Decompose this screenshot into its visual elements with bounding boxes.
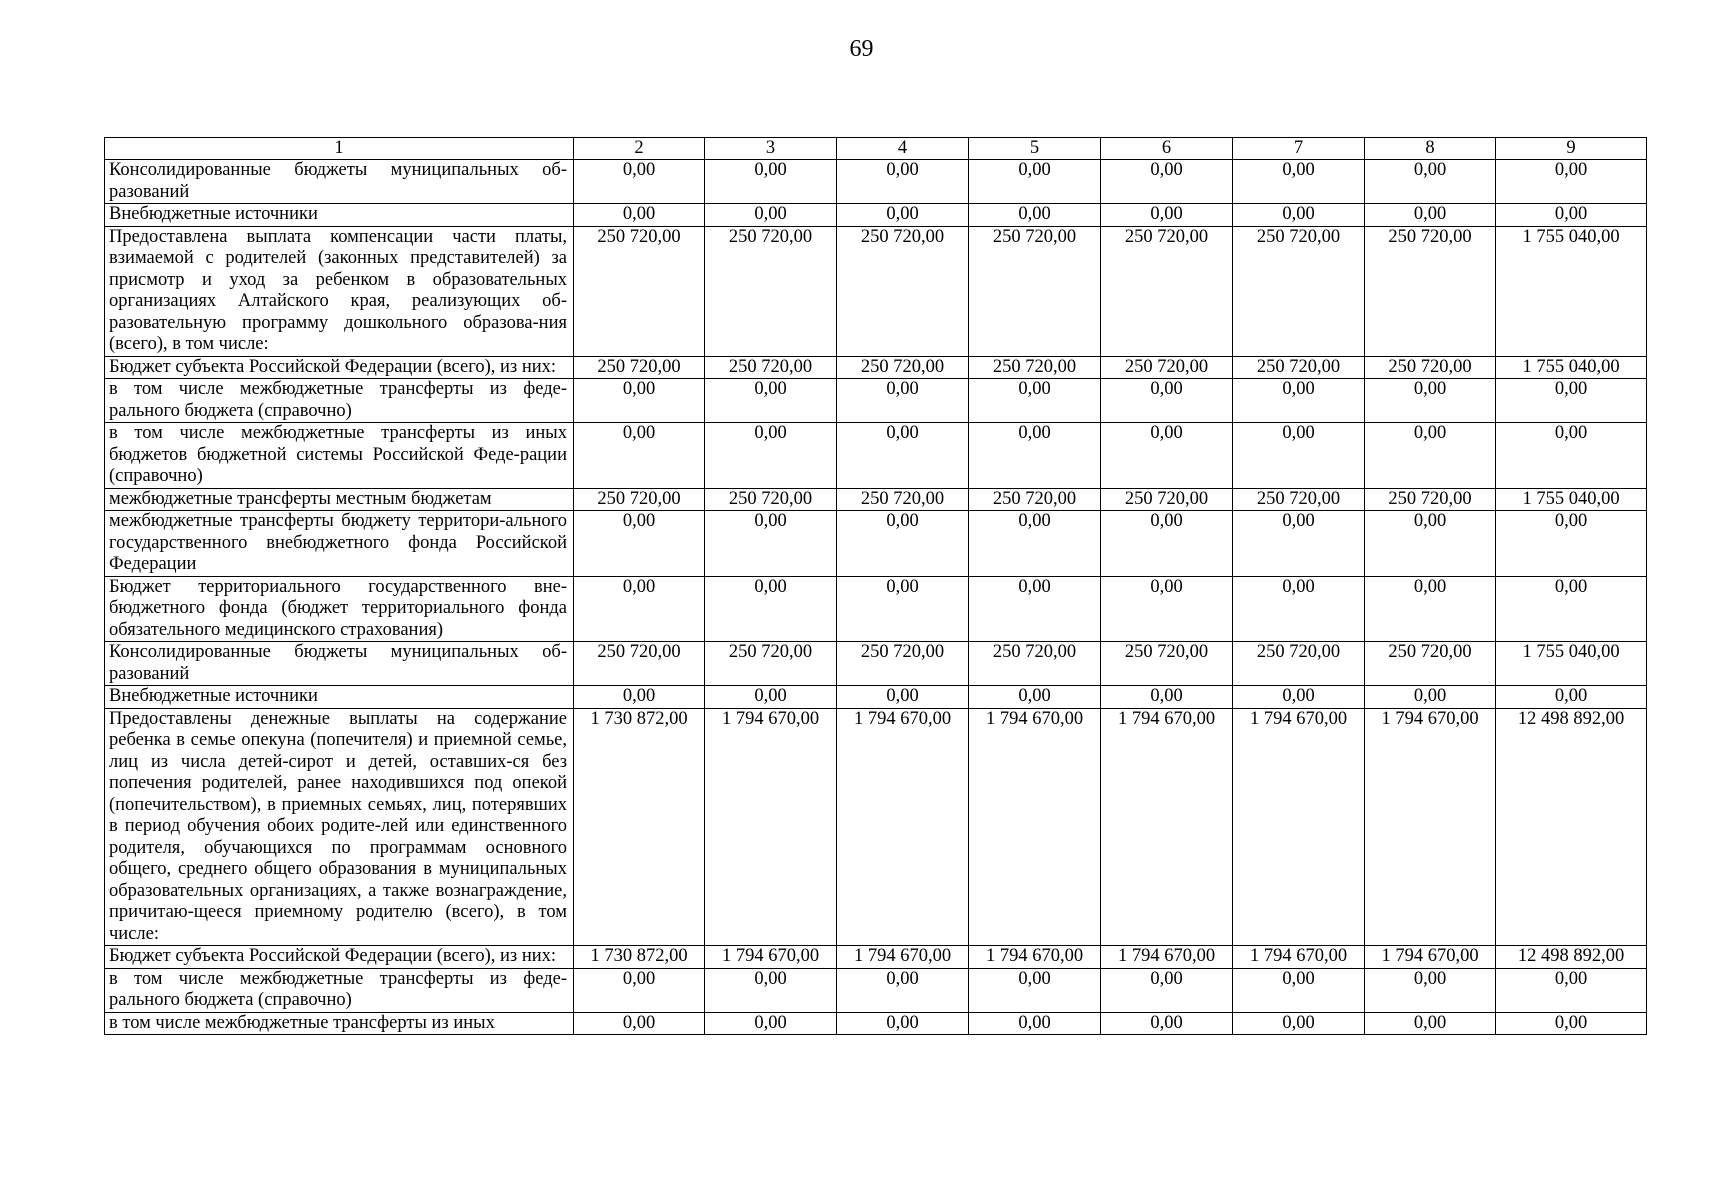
row-label-cell: в том числе межбюджетные трансферты из феде-рального бюджета (справочно) (105, 379, 574, 423)
value-cell: 250 720,00 (705, 356, 837, 379)
value-cell: 0,00 (705, 686, 837, 709)
value-cell: 12 498 892,00 (1496, 946, 1647, 969)
value-cell: 0,00 (1101, 1012, 1233, 1035)
value-cell: 250 720,00 (969, 642, 1101, 686)
value-cell: 1 755 040,00 (1496, 226, 1647, 356)
table-row (105, 204, 1647, 227)
value-cell: 1 730 872,00 (574, 946, 705, 969)
value-cell: 0,00 (837, 379, 969, 423)
value-cell: 0,00 (1233, 423, 1365, 489)
value-cell: 250 720,00 (1365, 488, 1496, 511)
row-label-cell: межбюджетные трансферты бюджету территори-ального государственного внебюджетного фонда Российской Федерации (105, 511, 574, 577)
table-row (105, 511, 1647, 577)
value-cell: 1 794 670,00 (1101, 708, 1233, 946)
column-number-header-row (105, 138, 1647, 160)
table-row (105, 686, 1647, 709)
value-cell: 1 730 872,00 (574, 708, 705, 946)
value-cell: 0,00 (1233, 968, 1365, 1012)
value-cell: 0,00 (1233, 576, 1365, 642)
value-cell: 0,00 (837, 423, 969, 489)
value-cell: 0,00 (1496, 379, 1647, 423)
value-cell: 0,00 (574, 423, 705, 489)
value-cell: 0,00 (574, 511, 705, 577)
value-cell: 0,00 (705, 511, 837, 577)
value-cell: 0,00 (1101, 423, 1233, 489)
value-cell: 0,00 (1233, 379, 1365, 423)
column-number-cell: 5 (969, 138, 1101, 160)
value-cell: 250 720,00 (837, 226, 969, 356)
value-cell: 0,00 (969, 379, 1101, 423)
value-cell: 0,00 (1365, 968, 1496, 1012)
column-number-cell: 3 (705, 138, 837, 160)
value-cell: 250 720,00 (574, 226, 705, 356)
value-cell: 0,00 (574, 686, 705, 709)
value-cell: 250 720,00 (1101, 488, 1233, 511)
value-cell: 0,00 (705, 968, 837, 1012)
table-row (105, 946, 1647, 969)
table-row (105, 1012, 1647, 1035)
value-cell: 1 794 670,00 (705, 708, 837, 946)
value-cell: 0,00 (574, 1012, 705, 1035)
value-cell: 1 794 670,00 (1101, 946, 1233, 969)
value-cell: 250 720,00 (1233, 356, 1365, 379)
value-cell: 0,00 (1496, 423, 1647, 489)
column-number-cell: 4 (837, 138, 969, 160)
value-cell: 0,00 (969, 160, 1101, 204)
value-cell: 0,00 (1101, 686, 1233, 709)
value-cell: 0,00 (1101, 576, 1233, 642)
value-cell: 1 794 670,00 (1365, 946, 1496, 969)
value-cell: 0,00 (574, 379, 705, 423)
value-cell: 0,00 (1365, 204, 1496, 227)
value-cell: 0,00 (1496, 511, 1647, 577)
value-cell: 0,00 (1101, 511, 1233, 577)
column-number-cell: 8 (1365, 138, 1496, 160)
column-number-cell: 9 (1496, 138, 1647, 160)
row-label-cell: в том числе межбюджетные трансферты из иных бюджетов бюджетной системы Российской Феде-рации (справочно) (105, 423, 574, 489)
value-cell: 0,00 (1233, 160, 1365, 204)
value-cell: 0,00 (1496, 968, 1647, 1012)
row-label-cell: Предоставлены денежные выплаты на содержание ребенка в семье опекуна (попечителя) и приемной семье, лиц из числа детей-сирот и детей, оставших-ся без попечения родителей, ранее находившихся под опекой (попечительством), в приемных семьях, лиц, потерявших в период обучения обоих родите-лей или единственного родителя, обучающихся по программам основного общего, среднего общего образования в муниципальных образовательных организациях, а также вознаграждение, причитаю-щееся приемному родителю (всего), в том числе: (105, 708, 574, 946)
row-label-cell: Внебюджетные источники (105, 204, 574, 227)
value-cell: 250 720,00 (705, 488, 837, 511)
row-label-cell: в том числе межбюджетные трансферты из иных (105, 1012, 574, 1035)
value-cell: 250 720,00 (1101, 642, 1233, 686)
value-cell: 1 794 670,00 (1233, 708, 1365, 946)
value-cell: 250 720,00 (1233, 642, 1365, 686)
value-cell: 0,00 (837, 686, 969, 709)
value-cell: 250 720,00 (705, 226, 837, 356)
value-cell: 0,00 (1496, 686, 1647, 709)
value-cell: 250 720,00 (837, 642, 969, 686)
value-cell: 1 755 040,00 (1496, 642, 1647, 686)
value-cell: 250 720,00 (1101, 226, 1233, 356)
value-cell: 0,00 (1365, 686, 1496, 709)
value-cell: 0,00 (705, 576, 837, 642)
value-cell: 0,00 (837, 1012, 969, 1035)
value-cell: 1 794 670,00 (1365, 708, 1496, 946)
value-cell: 1 794 670,00 (969, 708, 1101, 946)
row-label-cell: в том числе межбюджетные трансферты из феде-рального бюджета (справочно) (105, 968, 574, 1012)
value-cell: 250 720,00 (574, 488, 705, 511)
value-cell: 0,00 (705, 160, 837, 204)
value-cell: 0,00 (574, 160, 705, 204)
column-number-cell: 1 (105, 138, 574, 160)
value-cell: 0,00 (1233, 511, 1365, 577)
value-cell: 0,00 (837, 160, 969, 204)
table-row (105, 356, 1647, 379)
value-cell: 0,00 (1496, 576, 1647, 642)
row-label-cell: Консолидированные бюджеты муниципальных об-разований (105, 160, 574, 204)
value-cell: 250 720,00 (837, 356, 969, 379)
value-cell: 0,00 (837, 576, 969, 642)
table-row (105, 968, 1647, 1012)
value-cell: 0,00 (969, 686, 1101, 709)
value-cell: 0,00 (705, 1012, 837, 1035)
value-cell: 0,00 (1101, 160, 1233, 204)
value-cell: 0,00 (574, 204, 705, 227)
value-cell: 0,00 (1365, 160, 1496, 204)
value-cell: 0,00 (837, 968, 969, 1012)
value-cell: 0,00 (1101, 379, 1233, 423)
value-cell: 0,00 (705, 379, 837, 423)
table-row (105, 576, 1647, 642)
column-number-cell: 6 (1101, 138, 1233, 160)
row-label-cell: Бюджет субъекта Российской Федерации (всего), из них: (105, 356, 574, 379)
table-row (105, 423, 1647, 489)
row-label-cell: Консолидированные бюджеты муниципальных об-разований (105, 642, 574, 686)
page-number: 69 (849, 36, 874, 62)
value-cell: 1 794 670,00 (837, 708, 969, 946)
table-body (105, 138, 1647, 1035)
value-cell: 0,00 (1496, 160, 1647, 204)
value-cell: 0,00 (1101, 204, 1233, 227)
value-cell: 0,00 (574, 576, 705, 642)
row-label-cell: Бюджет территориального государственного вне-бюджетного фонда (бюджет территориального фонда обязательного медицинского страхования) (105, 576, 574, 642)
value-cell: 250 720,00 (574, 356, 705, 379)
value-cell: 0,00 (1365, 1012, 1496, 1035)
row-label-cell: Внебюджетные источники (105, 686, 574, 709)
value-cell: 0,00 (969, 576, 1101, 642)
value-cell: 0,00 (969, 968, 1101, 1012)
value-cell: 1 794 670,00 (837, 946, 969, 969)
table-row (105, 379, 1647, 423)
value-cell: 0,00 (1365, 423, 1496, 489)
value-cell: 0,00 (1365, 379, 1496, 423)
value-cell: 0,00 (969, 423, 1101, 489)
value-cell: 0,00 (574, 968, 705, 1012)
table-row (105, 488, 1647, 511)
table-row (105, 226, 1647, 356)
value-cell: 1 794 670,00 (705, 946, 837, 969)
value-cell: 0,00 (705, 423, 837, 489)
budget-table (104, 137, 1647, 1035)
value-cell: 0,00 (1233, 686, 1365, 709)
table-row (105, 708, 1647, 946)
value-cell: 0,00 (969, 511, 1101, 577)
value-cell: 250 720,00 (1365, 226, 1496, 356)
value-cell: 0,00 (1496, 1012, 1647, 1035)
value-cell: 0,00 (1365, 576, 1496, 642)
value-cell: 1 755 040,00 (1496, 488, 1647, 511)
value-cell: 12 498 892,00 (1496, 708, 1647, 946)
row-label-cell: Бюджет субъекта Российской Федерации (всего), из них: (105, 946, 574, 969)
column-number-cell: 7 (1233, 138, 1365, 160)
value-cell: 250 720,00 (1101, 356, 1233, 379)
value-cell: 1 794 670,00 (969, 946, 1101, 969)
value-cell: 250 720,00 (837, 488, 969, 511)
value-cell: 250 720,00 (969, 488, 1101, 511)
column-number-cell: 2 (574, 138, 705, 160)
value-cell: 0,00 (705, 204, 837, 227)
value-cell: 250 720,00 (969, 356, 1101, 379)
value-cell: 0,00 (1233, 204, 1365, 227)
value-cell: 250 720,00 (705, 642, 837, 686)
value-cell: 0,00 (969, 204, 1101, 227)
table-row (105, 642, 1647, 686)
value-cell: 1 755 040,00 (1496, 356, 1647, 379)
row-label-cell: Предоставлена выплата компенсации части платы, взимаемой с родителей (законных представителей) за присмотр и уход за ребенком в образовательных организациях Алтайского края, реализующих об-разовательную программу дошкольного образова-ния (всего), в том числе: (105, 226, 574, 356)
value-cell: 0,00 (1496, 204, 1647, 227)
value-cell: 250 720,00 (1365, 356, 1496, 379)
row-label-cell: межбюджетные трансферты местным бюджетам (105, 488, 574, 511)
value-cell: 0,00 (1365, 511, 1496, 577)
value-cell: 250 720,00 (1233, 226, 1365, 356)
value-cell: 0,00 (837, 511, 969, 577)
value-cell: 250 720,00 (1365, 642, 1496, 686)
value-cell: 250 720,00 (1233, 488, 1365, 511)
value-cell: 250 720,00 (969, 226, 1101, 356)
value-cell: 0,00 (969, 1012, 1101, 1035)
value-cell: 250 720,00 (574, 642, 705, 686)
table-row (105, 160, 1647, 204)
value-cell: 1 794 670,00 (1233, 946, 1365, 969)
value-cell: 0,00 (837, 204, 969, 227)
value-cell: 0,00 (1233, 1012, 1365, 1035)
value-cell: 0,00 (1101, 968, 1233, 1012)
